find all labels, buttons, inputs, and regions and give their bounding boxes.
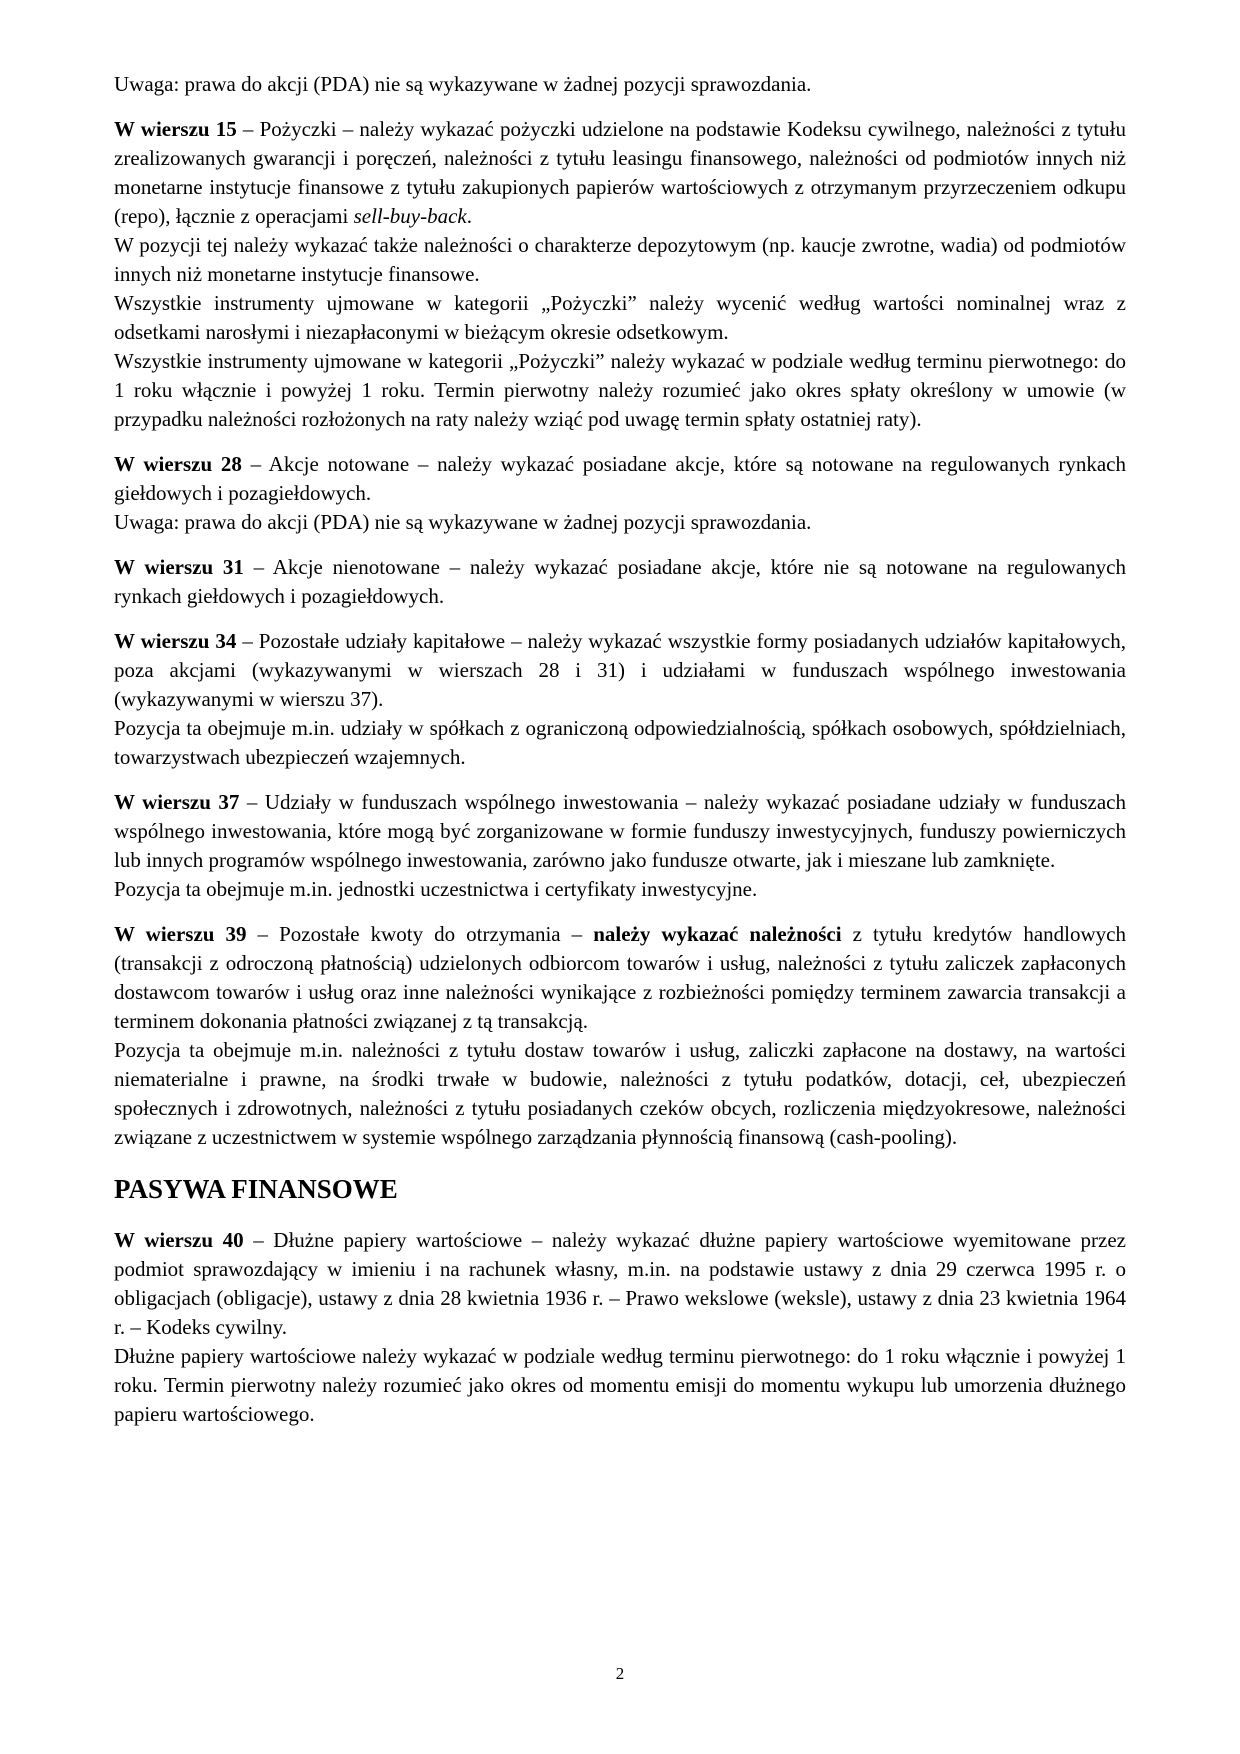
paragraph-text: – Akcje notowane – należy wykazać posiadane akcje, które są notowane na regulowanych rynkach giełdowych i pozagiełdowych. <box>114 452 1126 505</box>
paragraph <box>114 1226 1126 1342</box>
assets-section <box>114 70 1126 1152</box>
paragraph-block <box>114 788 1126 904</box>
paragraph-text: – Akcje nienotowane – należy wykazać posiadane akcje, które nie są notowane na regulowanych rynkach giełdowych i pozagiełdowych. <box>114 555 1127 608</box>
paragraph-text: – Dłużne papiery wartościowe – należy wykazać dłużne papiery wartościowe wyemitowane przez podmiot sprawozdający w imieniu i na rachunek własny, m.in. na podstawie ustawy z dnia 29 czerwca 1995 r. o obligacjach (obligacje), ustawy z dnia 28 kwietnia 1936 r. – Prawo wekslowe (weksle), ustawy z dnia 23 kwietnia 1964 r. – Kodeks cywilny. <box>114 1228 1127 1339</box>
row-reference: W wierszu 15 <box>114 117 237 141</box>
paragraph-block <box>114 1226 1126 1429</box>
paragraph-text: – Udziały w funduszach wspólnego inwestowania – należy wykazać posiadane udziały w funduszach wspólnego inwestowania, które mogą być zorganizowane w formie funduszy inwestycyjnych, funduszy powierniczych lub innych programów wspólnego inwestowania, zarówno jako fundusze otwarte, jak i mieszane lub zamknięte. <box>114 790 1126 872</box>
paragraph-text: Wszystkie instrumenty ujmowane w kategorii „Pożyczki” należy wykazać w podziale według terminu pierwotnego: do 1 roku włącznie i powyżej 1 roku. Termin pierwotny należy rozumieć jako okres spłaty określony w umowie (w przypadku należności rozłożonych na raty należy wziąć pod uwagę termin spłaty ostatniej raty). <box>114 349 1126 431</box>
paragraph-text: Pozycja ta obejmuje m.in. udziały w spółkach z ograniczoną odpowiedzialnością, spółkach osobowych, spółdzielniach, towarzystwach ubezpieczeń wzajemnych. <box>114 716 1126 769</box>
paragraph-block <box>114 627 1126 772</box>
paragraph-block <box>114 920 1126 1152</box>
row-reference: W wierszu 39 <box>114 922 247 946</box>
row-reference: W wierszu 34 <box>114 629 237 653</box>
paragraph-text: W pozycji tej należy wykazać także należności o charakterze depozytowym (np. kaucje zwrotne, wadia) od podmiotów innych niż monetarne instytucje finansowe. <box>114 233 1126 286</box>
paragraph-text: Uwaga: prawa do akcji (PDA) nie są wykazywane w żadnej pozycji sprawozdania. <box>114 510 812 534</box>
row-reference: W wierszu 31 <box>114 555 244 579</box>
page-number: 2 <box>615 1664 625 1683</box>
paragraph-block <box>114 70 1126 99</box>
italic-text: sell-buy-back <box>353 204 467 228</box>
paragraph-text: Dłużne papiery wartościowe należy wykazać w podziale według terminu pierwotnego: do 1 roku włącznie i powyżej 1 roku. Termin pierwotny należy rozumieć jako okres od momentu emisji do momentu wykupu lub umorzenia dłużnego papieru wartościowego. <box>114 1344 1126 1426</box>
paragraph-block <box>114 115 1126 434</box>
paragraph <box>114 553 1126 611</box>
paragraph <box>114 70 1126 99</box>
section-heading: PASYWA FINANSOWE <box>114 1174 398 1204</box>
paragraph <box>114 714 1126 772</box>
paragraph <box>114 1036 1126 1152</box>
paragraph <box>114 289 1126 347</box>
paragraph <box>114 1342 1126 1429</box>
bold-text: należy wykazać należności <box>593 922 842 946</box>
paragraph <box>114 508 1126 537</box>
row-reference: W wierszu 37 <box>114 790 240 814</box>
paragraph <box>114 450 1126 508</box>
paragraph <box>114 627 1126 714</box>
paragraph-tail: . <box>466 204 472 228</box>
row-reference: W wierszu 40 <box>114 1228 244 1252</box>
paragraph-block <box>114 450 1126 537</box>
row-reference: W wierszu 28 <box>114 452 242 476</box>
paragraph <box>114 788 1126 875</box>
liabilities-section <box>114 1226 1126 1429</box>
paragraph <box>114 920 1126 1036</box>
paragraph-text: – Pozostałe udziały kapitałowe – należy wykazać wszystkie formy posiadanych udziałów kapitałowych, poza akcjami (wykazywanymi w wierszach 28 i 31) i udziałami w funduszach wspólnego inwestowania (wykazywanymi w wierszu 37). <box>114 629 1127 711</box>
paragraph <box>114 347 1126 434</box>
paragraph-text: – Pozostałe kwoty do otrzymania – <box>246 922 594 946</box>
paragraph <box>114 875 1126 904</box>
paragraph-text: Pozycja ta obejmuje m.in. należności z tytułu dostaw towarów i usług, zaliczki zapłacone na dostawy, na wartości niematerialne i prawne, na środki trwałe w budowie, należności z tytułu podatków, dotacji, ceł, ubezpieczeń społecznych i zdrowotnych, należności z tytułu posiadanych czeków obcych, rozliczenia międzyokresowe, należności związane z uczestnictwem w systemie wspólnego zarządzania płynnością finansową (cash-pooling). <box>114 1038 1126 1149</box>
paragraph-tail: z tytułu kredytów handlowych (transakcji z odroczoną płatnością) udzielonych odbiorcom towarów i usług, należności z tytułu zaliczek zapłaconych dostawcom towarów i usług oraz inne należności wynikające z rozbieżności pomiędzy terminem zawarcia transakcji a terminem dokonania płatności związanej z tą transakcją. <box>114 922 1126 1033</box>
paragraph <box>114 115 1126 231</box>
paragraph-text: – Pożyczki – należy wykazać pożyczki udzielone na podstawie Kodeksu cywilnego, należności z tytułu zrealizowanych gwarancji i poręczeń, należności z tytułu leasingu finansowego, należności od podmiotów innych niż monetarne instytucje finansowe z tytułu zakupionych papierów wartościowych z otrzymanym przyrzeczeniem odkupu (repo), łącznie z operacjami <box>114 117 1127 228</box>
paragraph-text: Wszystkie instrumenty ujmowane w kategorii „Pożyczki” należy wycenić według wartości nominalnej wraz z odsetkami narosłymi i niezapłaconymi w bieżącym okresie odsetkowym. <box>114 291 1126 344</box>
paragraph-text: Uwaga: prawa do akcji (PDA) nie są wykazywane w żadnej pozycji sprawozdania. <box>114 72 812 96</box>
paragraph-text: Pozycja ta obejmuje m.in. jednostki uczestnictwa i certyfikaty inwestycyjne. <box>114 877 758 901</box>
paragraph-block <box>114 553 1126 611</box>
paragraph <box>114 231 1126 289</box>
document-body <box>114 70 1126 1445</box>
